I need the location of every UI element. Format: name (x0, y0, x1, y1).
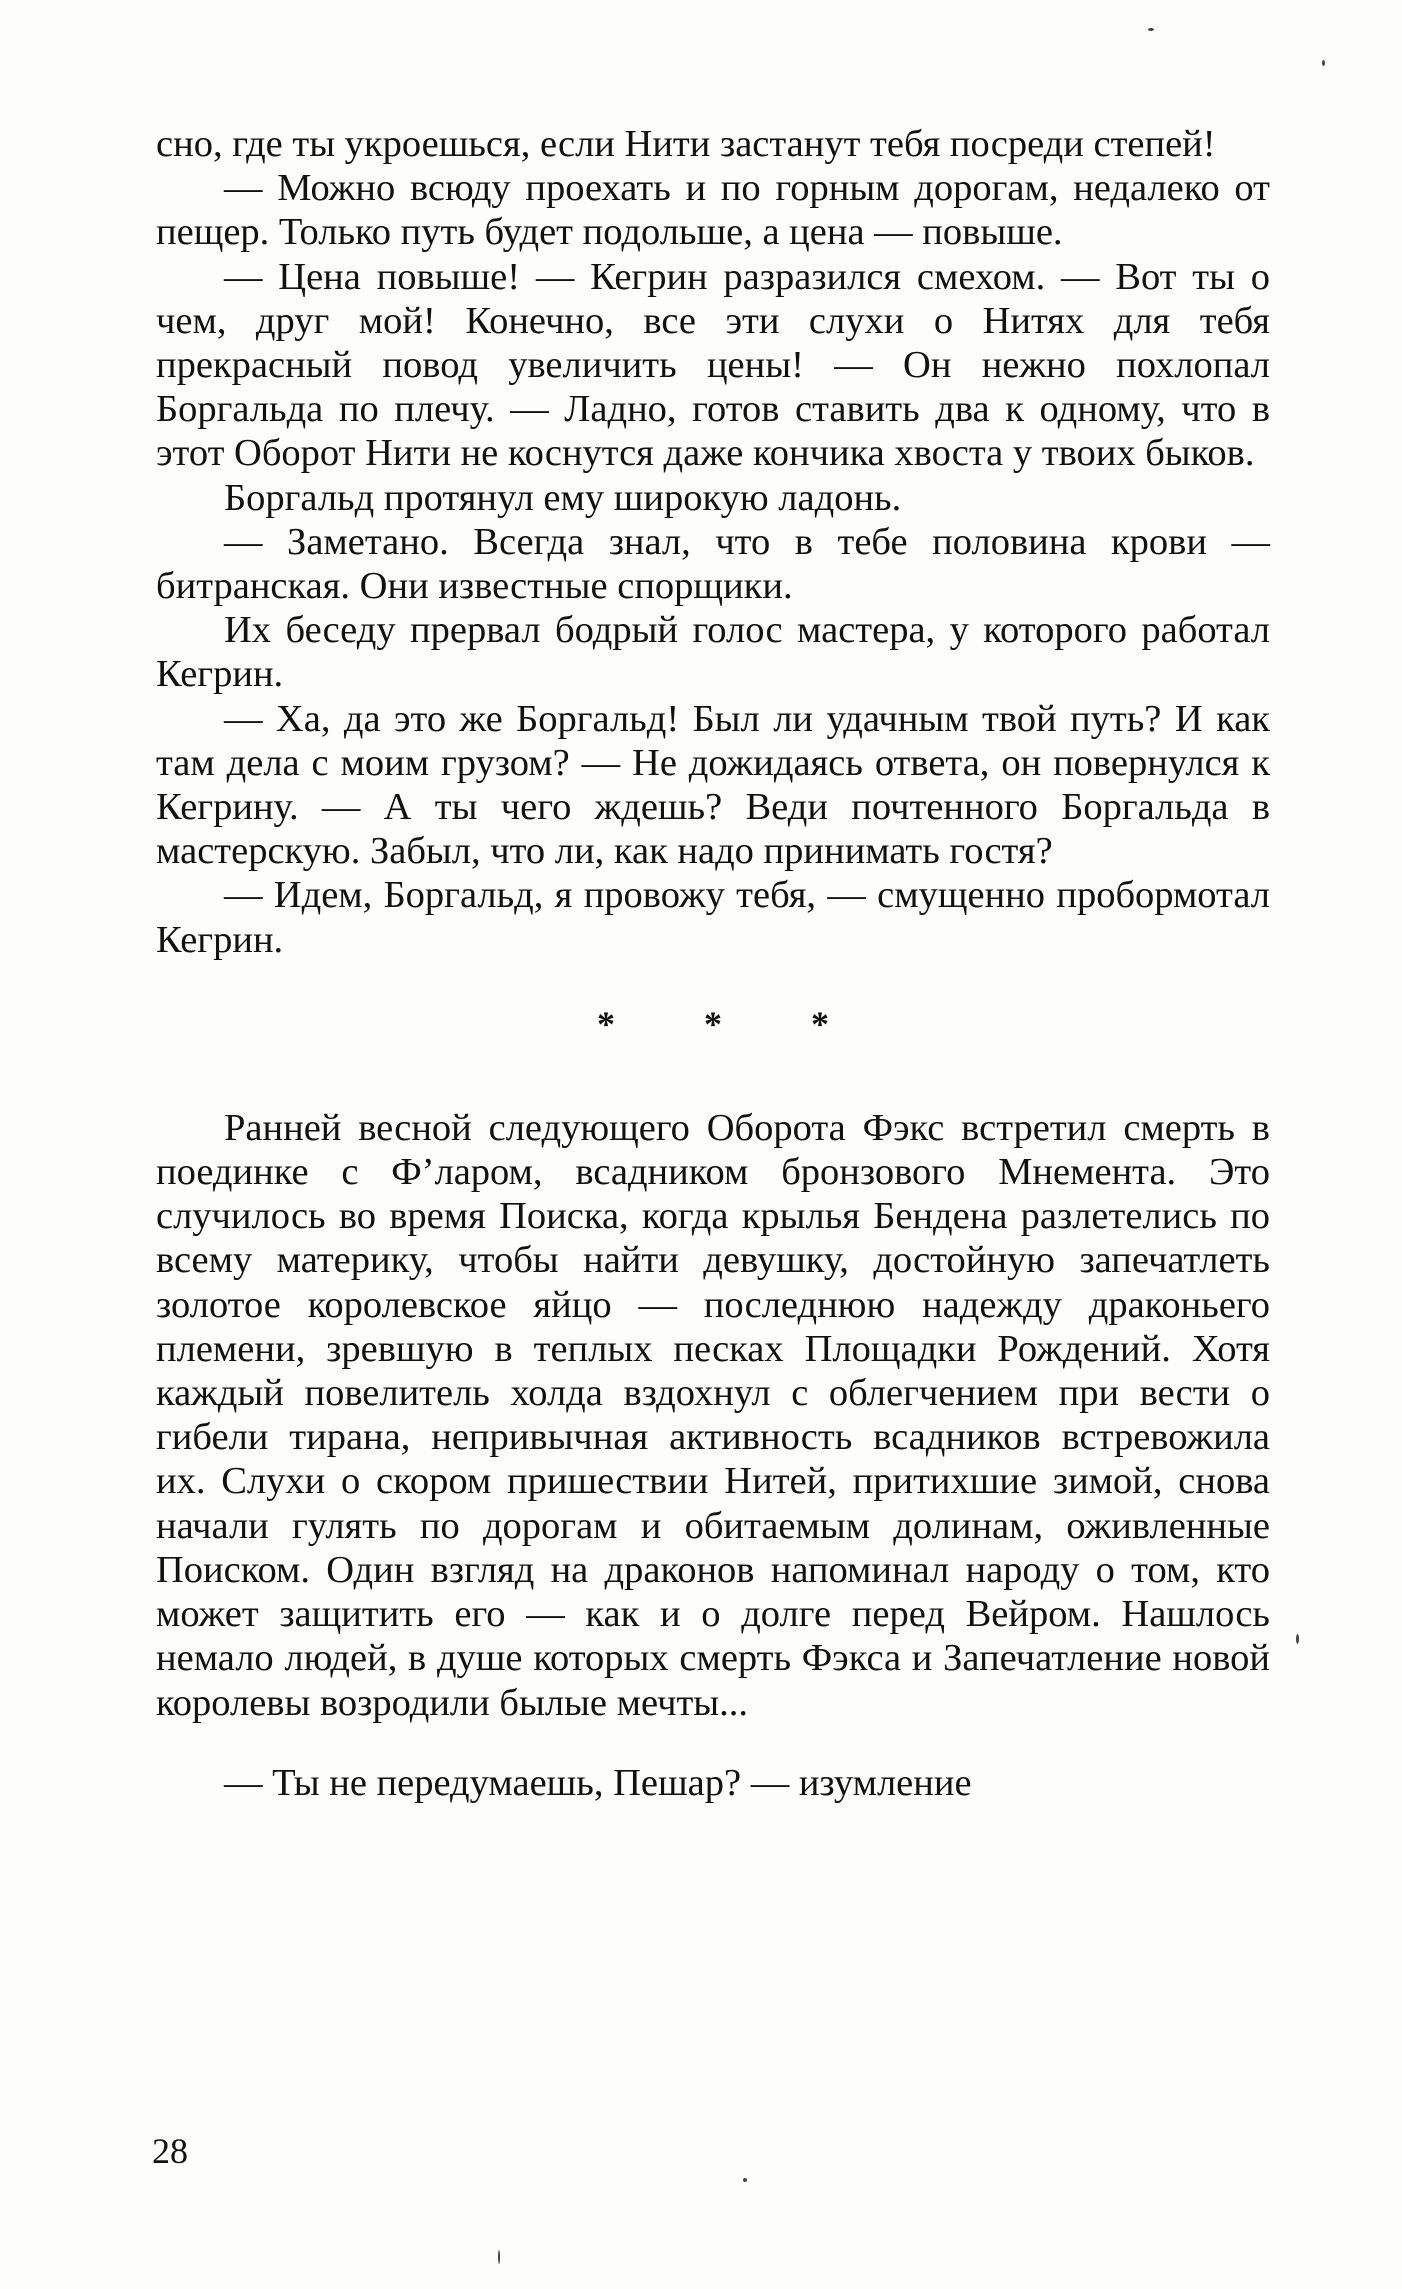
paragraph: — Заметано. Всегда знал, что в тебе половина крови — битранская. Они известные спорщики. (156, 520, 1270, 608)
paragraph: — Цена повыше! — Кегрин разразился смехом. — Вот ты о чем, друг мой! Конечно, все эти слухи о Нитях для тебя прекрасный повод увеличить цены! — Он нежно похлопал Боргальда по плечу. — Ладно, готов ставить два к одному, что в этот Оборот Нити не коснутся даже кончика хвоста у твоих быков. (156, 255, 1270, 475)
section-break: * * * (597, 1003, 869, 1044)
paragraph: — Можно всюду проехать и по горным дорогам, недалеко от пещер. Только путь будет подольше, а цена — повыше. (156, 167, 1270, 254)
page-text (156, 122, 1270, 1805)
scan-speck (1148, 28, 1154, 31)
paragraph: сно, где ты укроешься, если Нити застанут тебя посреди степей! (156, 123, 1216, 165)
paragraph: — Идем, Боргальд, я провожу тебя, — смущенно пробормотал Кегрин. (156, 874, 1270, 961)
scan-speck (743, 2178, 747, 2182)
scan-speck (498, 2250, 500, 2264)
page-number: 28 (152, 2131, 188, 2171)
paragraph: — Ты не передумаешь, Пешар? — изумление (224, 1761, 972, 1804)
paragraph-gap (156, 1725, 1270, 1761)
paragraph: Ранней весной следующего Оборота Фэкс встретил смерть в поединке с Ф’ларом, всадником бронзового Мнемента. Это случилось во время Поиска, когда крылья Бендена разлетелись по всему материку, чтобы найти девушку, достойную запечатлеть золотое королевское яйцо — последнюю надежду драконьего племени, зревшую в теплых песках Площадки Рождений. Хотя каждый повелитель холда вздохнул с облегчением при вести о гибели тирана, непривычная активность всадников встревожила их. Слухи о скором пришествии Нитей, притихшие зимой, снова начали гулять по дорогам и обитаемым долинам, оживленные Поиском. Один взгляд на драконов напоминал народу о том, кто может защитить его — как и о долге перед Вейром. Нашлось немало людей, в душе которых смерть Фэкса и Запечатление новой королевы возродили былые мечты... (156, 1106, 1270, 1724)
scan-speck (1322, 60, 1325, 66)
paragraph: Их беседу прервал бодрый голос мастера, у которого работал Кегрин. (156, 609, 1270, 696)
paragraph: — Ха, да это же Боргальд! Был ли удачным твой путь? И как там дела с моим грузом? — Не дожидаясь ответа, он повернулся к Кегрину. — А ты чего ждешь? Веди почтенного Боргальда в мастерскую. Забыл, что ли, как надо принимать гостя? (156, 697, 1270, 873)
scan-speck (1296, 1634, 1299, 1644)
paragraph: Боргальд протянул ему широкую ладонь. (224, 476, 902, 519)
